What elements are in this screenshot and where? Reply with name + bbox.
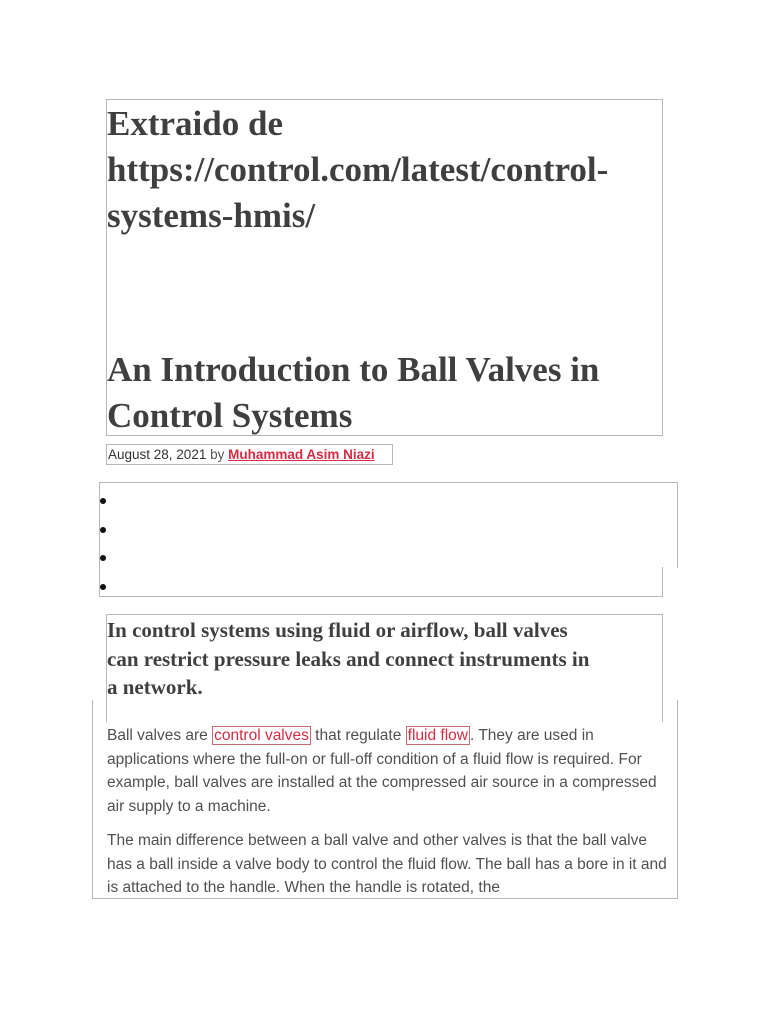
body-paragraph-2: The main difference between a ball valve and other valves is that the ball valve has a ball inside a valve body to control the fluid flow. The ball has a bore in it and is attached to the handle. When the handle is rotated, the	[107, 832, 667, 896]
share-list-bullet	[100, 498, 106, 504]
share-list-frame	[99, 482, 678, 568]
source-heading-line1: Extraido de	[107, 104, 283, 143]
share-list-bullet	[100, 584, 106, 590]
article-meta	[108, 446, 375, 463]
share-list-bullet	[100, 555, 106, 561]
article-title-line2: Control Systems	[107, 396, 353, 435]
fluid-flow-link[interactable]: fluid flow	[407, 727, 468, 744]
body-paragraph-1	[107, 724, 667, 818]
publish-date: August 28, 2021	[108, 447, 207, 462]
share-list-frame-lower	[99, 567, 663, 597]
p1-text-start: Ball valves are	[107, 727, 213, 744]
lead-line1: In control systems using fluid or airflow, ball valves	[107, 618, 568, 642]
source-heading	[107, 101, 663, 239]
by-label: by	[210, 447, 225, 462]
share-list-bullet	[100, 527, 106, 533]
source-url-line1: https://control.com/latest/control-	[107, 150, 609, 189]
lead-summary	[107, 616, 663, 702]
control-valves-link[interactable]: control valves	[214, 727, 309, 744]
lead-line2: can restrict pressure leaks and connect instruments in	[107, 646, 590, 671]
source-url-line2: systems-hmis/	[107, 196, 316, 235]
author-link[interactable]: Muhammad Asim Niazi	[228, 447, 375, 462]
article-title	[107, 347, 663, 439]
p1-text-middle: that regulate	[310, 727, 406, 744]
article-title-line1: An Introduction to Ball Valves in	[107, 350, 600, 389]
p1-text-end: . They are used in applications where the full-on or full-off condition of a fluid flow is required. For example, ball valves are installed at the compressed air source in a compressed air supply to a machine.	[107, 727, 657, 815]
lead-line3: a network.	[107, 675, 203, 699]
